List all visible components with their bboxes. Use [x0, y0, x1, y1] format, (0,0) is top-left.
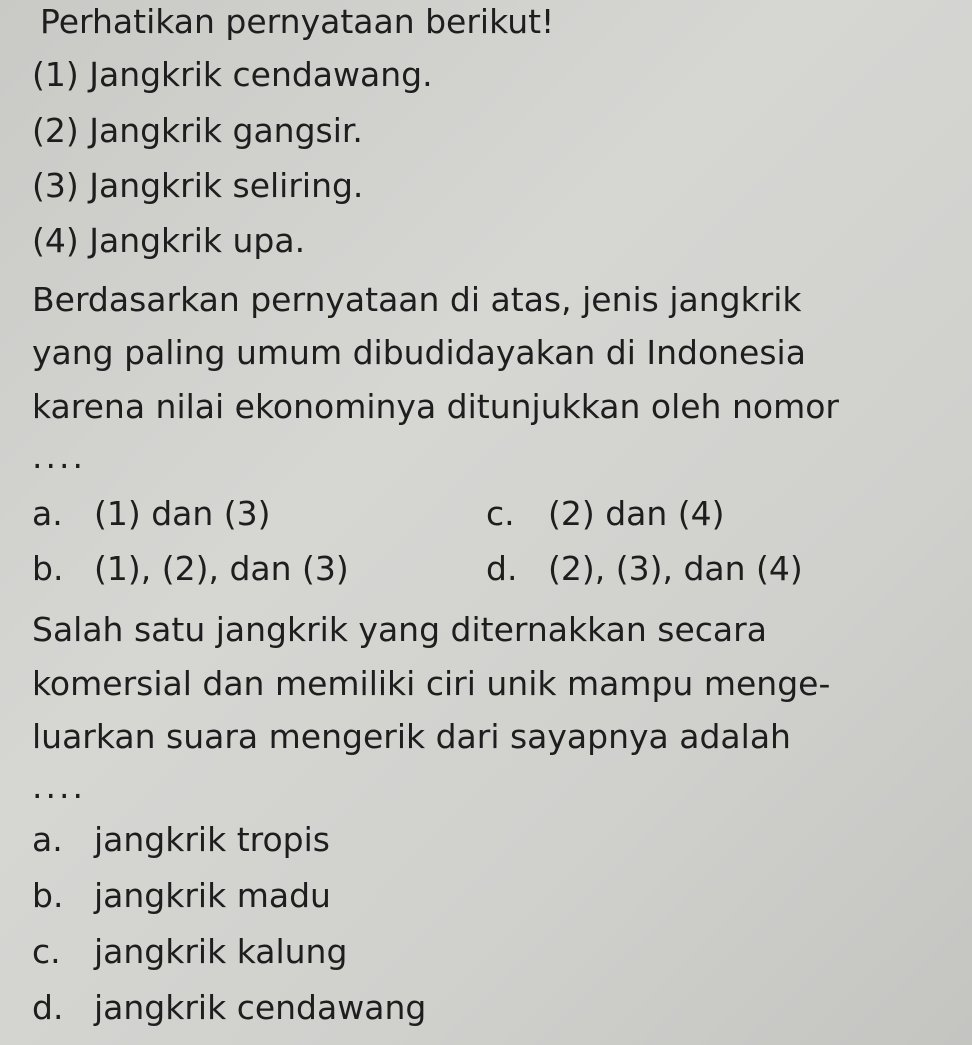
question-1-option-c[interactable] [486, 494, 725, 534]
question-2-option-d[interactable] [32, 988, 426, 1028]
question-2-ellipsis: .... [32, 767, 86, 806]
option-letter: b. [32, 549, 64, 588]
intro-text: Perhatikan pernyataan berikut! [40, 2, 555, 41]
option-letter: c. [486, 494, 515, 533]
option-text: jangkrik tropis [94, 820, 330, 859]
question-1-option-b[interactable] [32, 549, 349, 589]
option-letter: b. [32, 876, 64, 915]
option-letter: a. [32, 820, 63, 859]
question-1-ellipsis: .... [32, 437, 86, 476]
question-1-line-2: yang paling umum dibudidayakan di Indonesia [32, 333, 806, 372]
option-text: (1) dan (3) [94, 494, 271, 533]
option-text: jangkrik kalung [94, 932, 348, 971]
option-text: jangkrik cendawang [94, 988, 427, 1027]
option-text: (2), (3), dan (4) [548, 549, 803, 588]
option-letter: d. [486, 549, 518, 588]
question-1-line-3: karena nilai ekonominya ditunjukkan oleh nomor [32, 387, 839, 426]
option-text: (1), (2), dan (3) [94, 549, 349, 588]
option-text: (2) dan (4) [548, 494, 725, 533]
question-2-option-b[interactable] [32, 876, 331, 916]
question-1-option-a[interactable] [32, 494, 271, 534]
question-2-line-3: luarkan suara mengerik dari sayapnya adalah [32, 717, 791, 756]
statement-3: (3) Jangkrik seliring. [32, 166, 364, 205]
statement-1: (1) Jangkrik cendawang. [32, 55, 433, 94]
statement-2: (2) Jangkrik gangsir. [32, 111, 363, 150]
question-2-option-a[interactable] [32, 820, 330, 860]
question-2-option-c[interactable] [32, 932, 347, 972]
option-letter: c. [32, 932, 61, 971]
question-2-line-2: komersial dan memiliki ciri unik mampu menge- [32, 664, 831, 703]
option-letter: d. [32, 988, 64, 1027]
option-text: jangkrik madu [94, 876, 331, 915]
option-letter: a. [32, 494, 63, 533]
question-2-line-1: Salah satu jangkrik yang diternakkan secara [32, 610, 767, 649]
question-1-option-d[interactable] [486, 549, 803, 589]
statement-4: (4) Jangkrik upa. [32, 221, 306, 260]
question-1-line-1: Berdasarkan pernyataan di atas, jenis jangkrik [32, 280, 802, 319]
